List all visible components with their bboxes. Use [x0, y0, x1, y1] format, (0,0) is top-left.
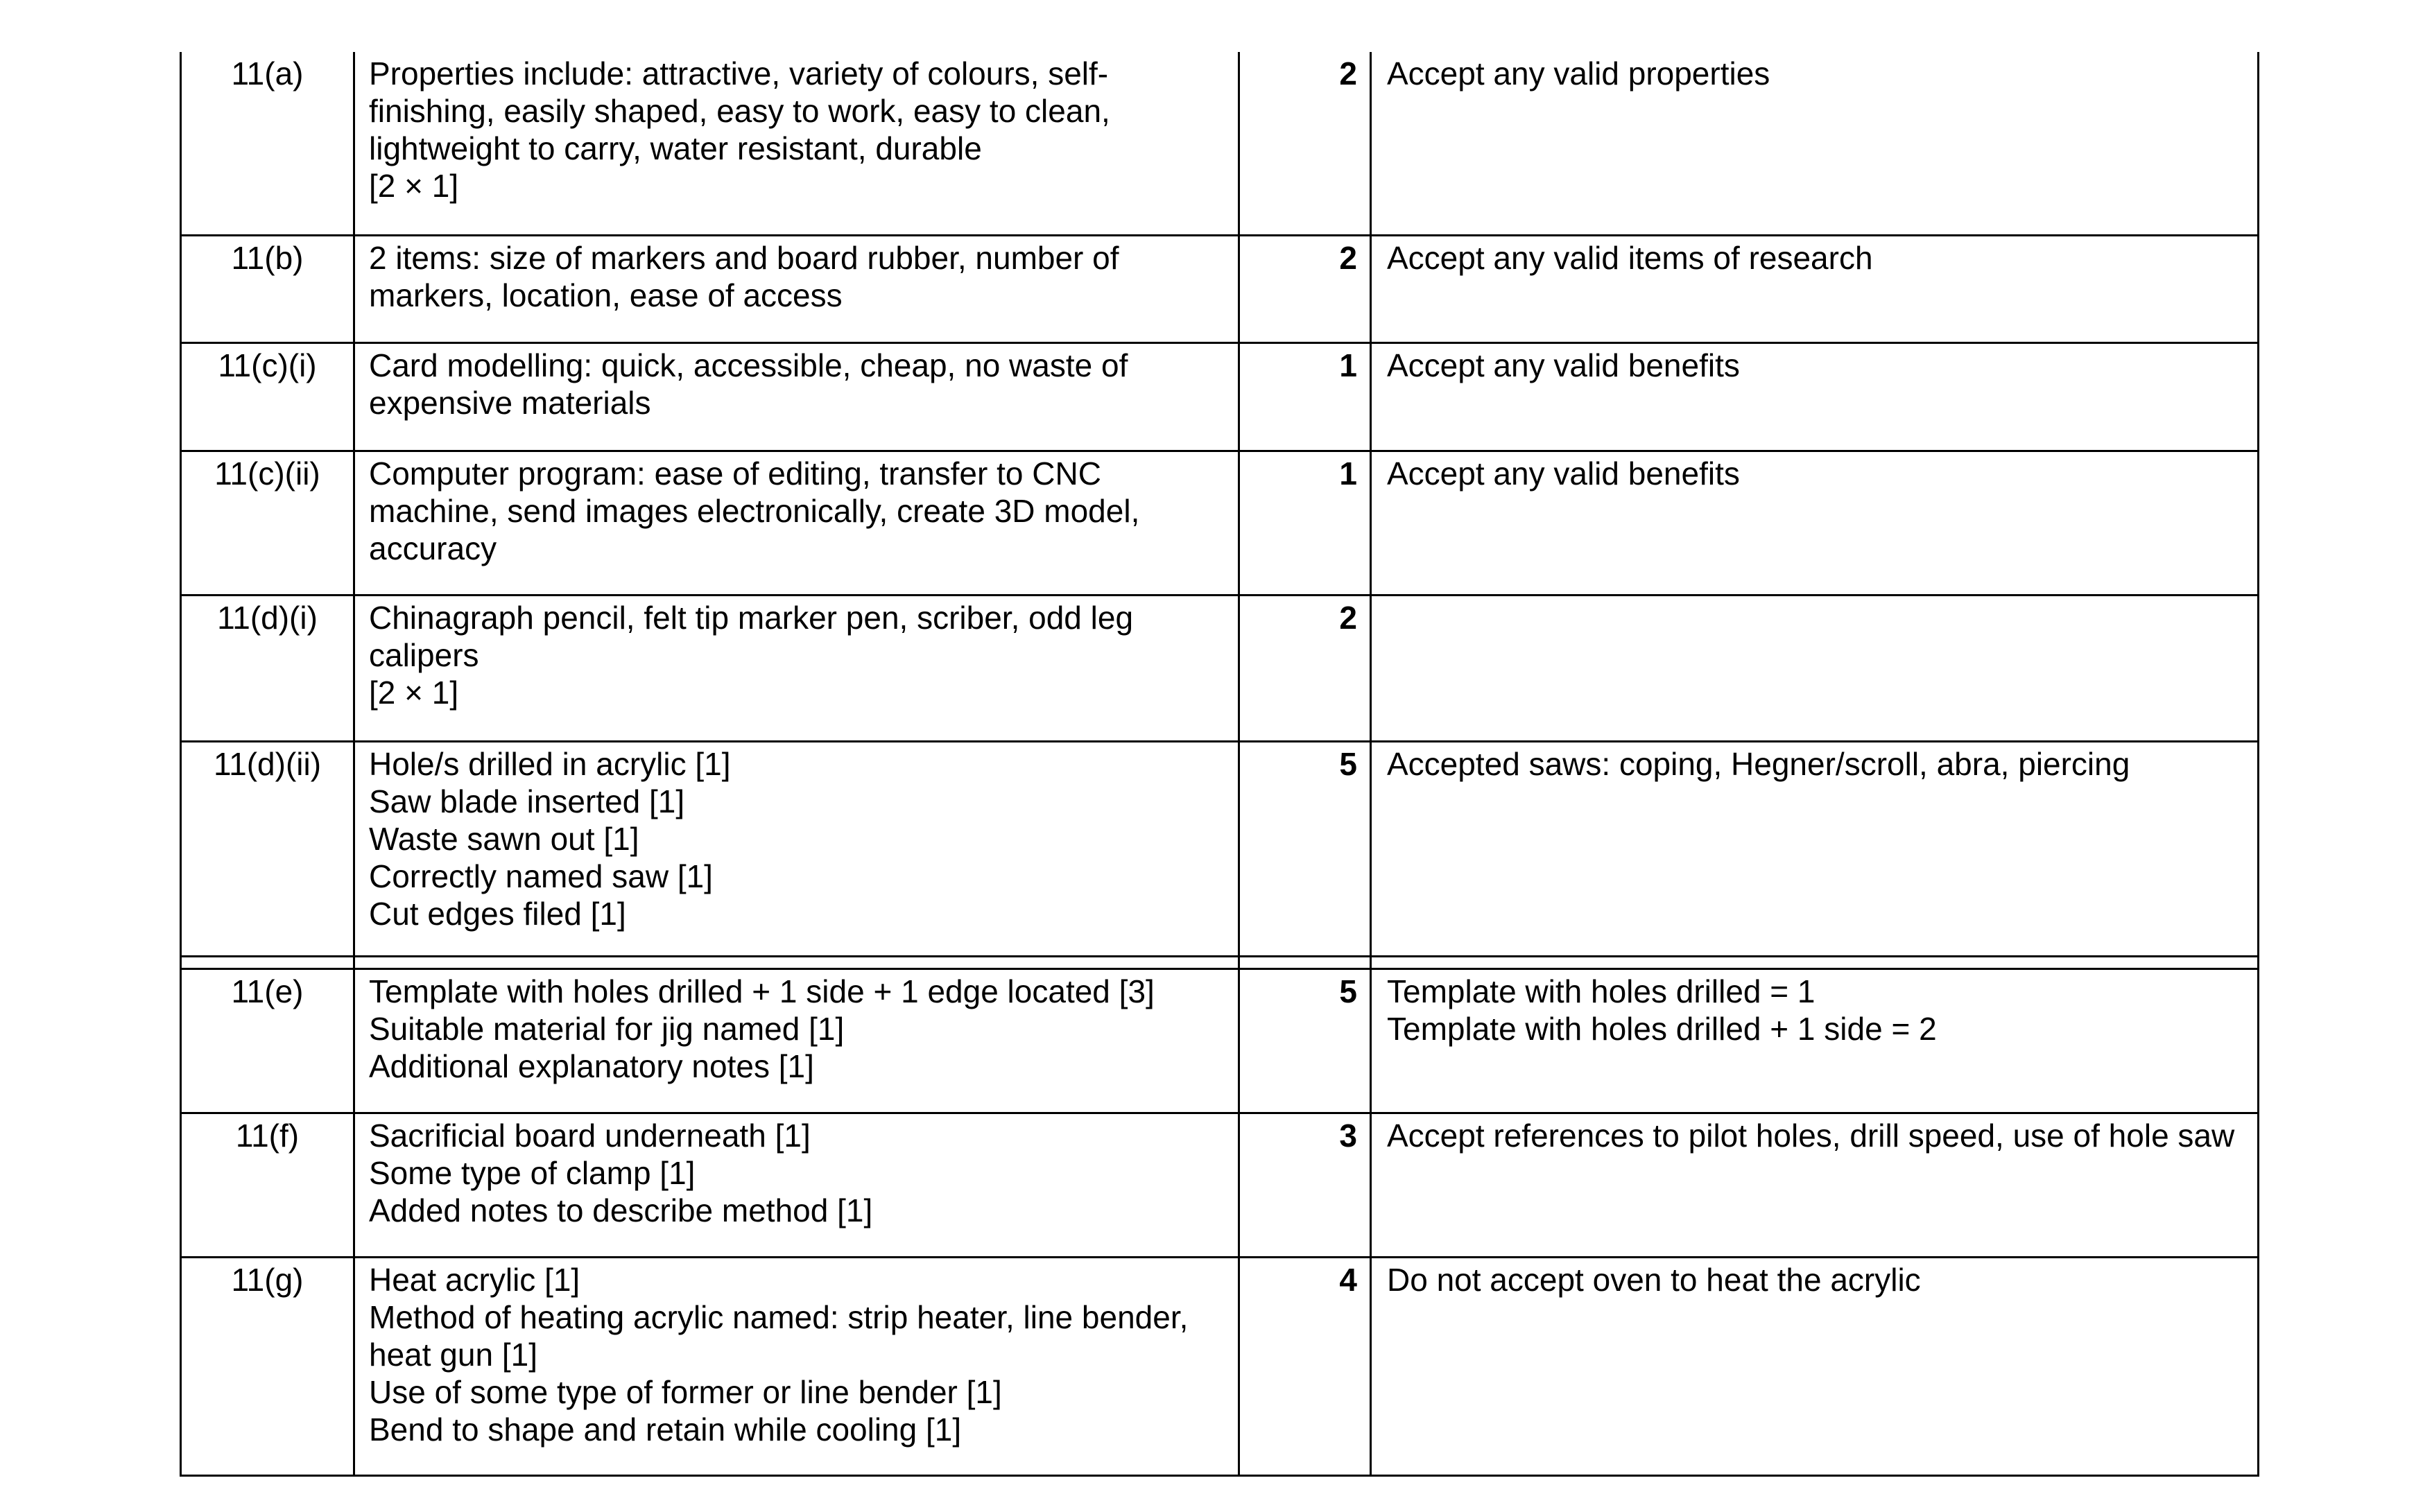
answer-line: heat gun [1] [369, 1336, 537, 1373]
section-divider-row [181, 956, 2259, 968]
answer-line: expensive materials [369, 384, 651, 421]
table-row [181, 741, 2259, 956]
marks-cell: 1 [1239, 451, 1371, 595]
question-number: 11(d)(ii) [181, 741, 354, 956]
answer-cell [354, 235, 1239, 342]
answer-cell [354, 1113, 1239, 1257]
marks-cell: 3 [1239, 1113, 1371, 1257]
table-row [181, 1257, 2259, 1475]
answer-line: Suitable material for jig named [1] [369, 1010, 845, 1047]
guidance-line: Accepted saws: coping, Hegner/scroll, abra, piercing [1387, 745, 2130, 782]
marks-cell: 1 [1239, 342, 1371, 451]
marks-cell: 4 [1239, 1257, 1371, 1475]
answer-line: Additional explanatory notes [1] [369, 1048, 814, 1084]
marks-cell: 5 [1239, 741, 1371, 956]
guidance-cell [1371, 451, 2259, 595]
marks-cell: 2 [1239, 595, 1371, 741]
guidance-line: Accept any valid properties [1387, 55, 1770, 92]
answer-line: Card modelling: quick, accessible, cheap, no waste of [369, 347, 1128, 383]
guidance-line: Accept any valid benefits [1387, 455, 1740, 492]
guidance-line: Do not accept oven to heat the acrylic [1387, 1261, 1921, 1298]
guidance-cell [1371, 52, 2259, 235]
question-number: 11(f) [181, 1113, 354, 1257]
question-number: 11(b) [181, 235, 354, 342]
answer-line: Properties include: attractive, variety of colours, self- [369, 55, 1109, 92]
guidance-line: Template with holes drilled + 1 side = 2 [1387, 1010, 1937, 1047]
table-row [181, 451, 2259, 595]
guidance-cell [1371, 1113, 2259, 1257]
divider-cell [181, 956, 354, 968]
answer-line: Method of heating acrylic named: strip heater, line bender, [369, 1298, 1189, 1335]
guidance-cell [1371, 342, 2259, 451]
marks-cell: 2 [1239, 52, 1371, 235]
answer-line: Bend to shape and retain while cooling [1] [369, 1411, 962, 1448]
answer-cell [354, 342, 1239, 451]
answer-cell [354, 52, 1239, 235]
guidance-cell [1371, 741, 2259, 956]
answer-cell [354, 741, 1239, 956]
guidance-line: Template with holes drilled = 1 [1387, 973, 1816, 1009]
guidance-cell [1371, 595, 2259, 741]
answer-line: accuracy [369, 530, 497, 566]
table-row [181, 1113, 2259, 1257]
guidance-line: Accept any valid items of research [1387, 239, 1873, 276]
table-row [181, 52, 2259, 235]
answer-line: Sacrificial board underneath [1] [369, 1117, 811, 1154]
question-number: 11(c)(ii) [181, 451, 354, 595]
answer-line: machine, send images electronically, create 3D model, [369, 492, 1140, 529]
question-number: 11(a) [181, 52, 354, 235]
question-number: 11(e) [181, 968, 354, 1113]
answer-line: Hole/s drilled in acrylic [1] [369, 745, 731, 782]
answer-cell [354, 968, 1239, 1113]
table-row [181, 595, 2259, 741]
answer-line: markers, location, ease of access [369, 277, 843, 313]
answer-line: Cut edges filed [1] [369, 895, 626, 932]
table-row [181, 342, 2259, 451]
guidance-cell [1371, 235, 2259, 342]
guidance-cell [1371, 968, 2259, 1113]
marks-cell: 5 [1239, 968, 1371, 1113]
answer-line: 2 items: size of markers and board rubber, number of [369, 239, 1119, 276]
answer-line: Saw blade inserted [1] [369, 783, 685, 819]
guidance-line: Accept any valid benefits [1387, 347, 1740, 383]
guidance-cell [1371, 1257, 2259, 1475]
answer-line: Heat acrylic [1] [369, 1261, 580, 1298]
answer-line: calipers [369, 636, 479, 673]
divider-cell [1371, 956, 2259, 968]
question-number: 11(d)(i) [181, 595, 354, 741]
answer-line: Use of some type of former or line bender [1] [369, 1373, 1002, 1410]
divider-cell [354, 956, 1239, 968]
answer-line: Waste sawn out [1] [369, 820, 639, 857]
answer-line: Correctly named saw [1] [369, 858, 713, 894]
marks-cell: 2 [1239, 235, 1371, 342]
answer-line: [2 × 1] [369, 168, 459, 204]
answer-line: Template with holes drilled + 1 side + 1 edge located [3] [369, 973, 1155, 1009]
question-number: 11(g) [181, 1257, 354, 1475]
answer-cell [354, 1257, 1239, 1475]
table-row [181, 968, 2259, 1113]
answer-cell [354, 595, 1239, 741]
answer-line: Chinagraph pencil, felt tip marker pen, scriber, odd leg [369, 599, 1134, 636]
guidance-line: Accept references to pilot holes, drill speed, use of hole saw [1387, 1117, 2235, 1154]
answer-cell [354, 451, 1239, 595]
table-row [181, 235, 2259, 342]
answer-line: Some type of clamp [1] [369, 1154, 696, 1191]
answer-line: Added notes to describe method [1] [369, 1192, 873, 1228]
answer-line: Computer program: ease of editing, transfer to CNC [369, 455, 1101, 492]
mark-scheme-table [180, 52, 2259, 1477]
answer-line: finishing, easily shaped, easy to work, easy to clean, [369, 93, 1110, 129]
answer-line: [2 × 1] [369, 674, 459, 711]
divider-cell [1239, 956, 1371, 968]
answer-line: lightweight to carry, water resistant, durable [369, 130, 982, 166]
question-number: 11(c)(i) [181, 342, 354, 451]
